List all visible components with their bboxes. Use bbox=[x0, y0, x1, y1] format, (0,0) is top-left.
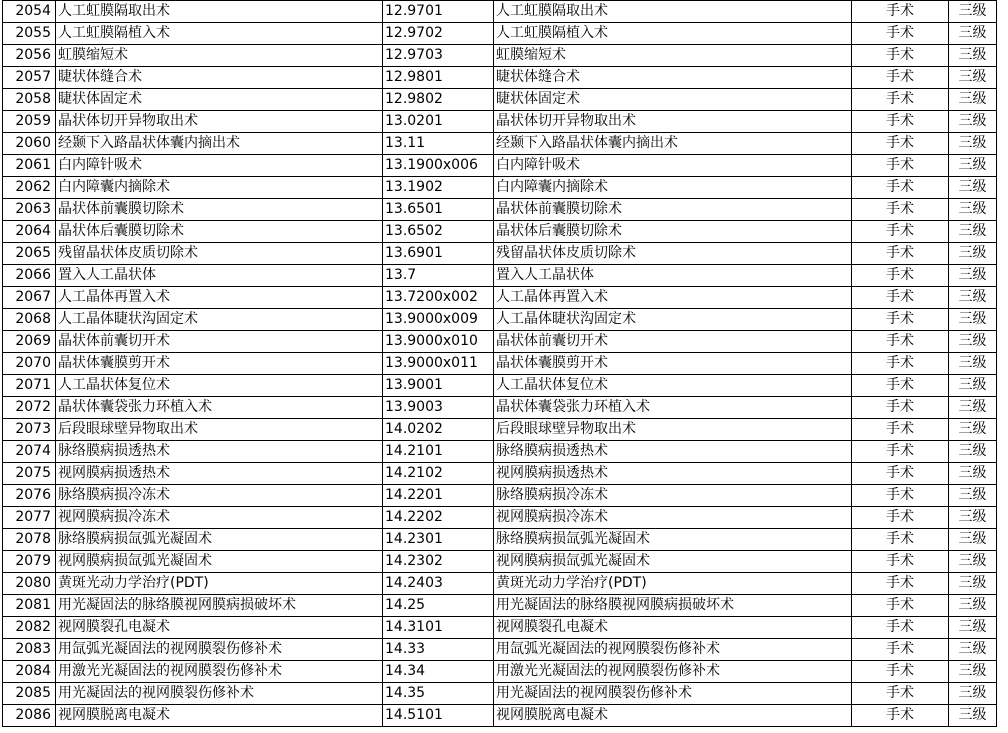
cell-procedure-name-2: 用光凝固法的脉络膜视网膜病损破坏术 bbox=[494, 595, 852, 617]
cell-index: 2077 bbox=[3, 507, 56, 529]
cell-index: 2071 bbox=[3, 375, 56, 397]
table-row bbox=[3, 199, 997, 221]
cell-procedure-name: 白内障囊内摘除术 bbox=[56, 177, 383, 199]
cell-index: 2080 bbox=[3, 573, 56, 595]
cell-procedure-name-2: 白内障囊内摘除术 bbox=[494, 177, 852, 199]
cell-procedure-name-2: 黄斑光动力学治疗(PDT) bbox=[494, 573, 852, 595]
cell-index: 2058 bbox=[3, 89, 56, 111]
cell-procedure-name-2: 晶状体前囊膜切除术 bbox=[494, 199, 852, 221]
cell-level: 三级 bbox=[949, 375, 997, 397]
cell-code: 14.2102 bbox=[383, 463, 494, 485]
cell-index: 2065 bbox=[3, 243, 56, 265]
cell-level: 三级 bbox=[949, 639, 997, 661]
cell-code: 12.9701 bbox=[383, 1, 494, 23]
table-row bbox=[3, 265, 997, 287]
cell-procedure-name-2: 脉络膜病损氙弧光凝固术 bbox=[494, 529, 852, 551]
cell-type: 手术 bbox=[852, 199, 949, 221]
cell-code: 14.3101 bbox=[383, 617, 494, 639]
cell-index: 2059 bbox=[3, 111, 56, 133]
cell-procedure-name: 经颞下入路晶状体囊内摘出术 bbox=[56, 133, 383, 155]
cell-type: 手术 bbox=[852, 133, 949, 155]
cell-index: 2072 bbox=[3, 397, 56, 419]
cell-index: 2085 bbox=[3, 683, 56, 705]
cell-procedure-name-2: 视网膜病损氙弧光凝固术 bbox=[494, 551, 852, 573]
table-row bbox=[3, 639, 997, 661]
cell-procedure-name: 置入人工晶状体 bbox=[56, 265, 383, 287]
cell-index: 2073 bbox=[3, 419, 56, 441]
table-row bbox=[3, 375, 997, 397]
cell-code: 13.6901 bbox=[383, 243, 494, 265]
cell-index: 2057 bbox=[3, 67, 56, 89]
cell-code: 13.9001 bbox=[383, 375, 494, 397]
cell-type: 手术 bbox=[852, 639, 949, 661]
cell-level: 三级 bbox=[949, 353, 997, 375]
cell-level: 三级 bbox=[949, 683, 997, 705]
cell-index: 2067 bbox=[3, 287, 56, 309]
cell-type: 手术 bbox=[852, 111, 949, 133]
cell-procedure-name: 用光凝固法的脉络膜视网膜病损破坏术 bbox=[56, 595, 383, 617]
table-row bbox=[3, 595, 997, 617]
cell-procedure-name-2: 人工晶状体复位术 bbox=[494, 375, 852, 397]
cell-index: 2083 bbox=[3, 639, 56, 661]
cell-level: 三级 bbox=[949, 507, 997, 529]
cell-procedure-name: 人工虹膜隔取出术 bbox=[56, 1, 383, 23]
cell-procedure-name: 用氙弧光凝固法的视网膜裂伤修补术 bbox=[56, 639, 383, 661]
cell-procedure-name: 晶状体后囊膜切除术 bbox=[56, 221, 383, 243]
cell-level: 三级 bbox=[949, 485, 997, 507]
cell-procedure-name-2: 睫状体固定术 bbox=[494, 89, 852, 111]
cell-level: 三级 bbox=[949, 155, 997, 177]
cell-index: 2081 bbox=[3, 595, 56, 617]
table-row bbox=[3, 397, 997, 419]
cell-code: 14.0202 bbox=[383, 419, 494, 441]
table-body bbox=[3, 1, 997, 727]
cell-procedure-name-2: 人工晶体再置入术 bbox=[494, 287, 852, 309]
table-row bbox=[3, 353, 997, 375]
cell-code: 12.9702 bbox=[383, 23, 494, 45]
table-row bbox=[3, 243, 997, 265]
cell-index: 2064 bbox=[3, 221, 56, 243]
cell-procedure-name: 后段眼球壁异物取出术 bbox=[56, 419, 383, 441]
cell-procedure-name-2: 人工虹膜隔植入术 bbox=[494, 23, 852, 45]
cell-type: 手术 bbox=[852, 309, 949, 331]
cell-type: 手术 bbox=[852, 683, 949, 705]
cell-level: 三级 bbox=[949, 705, 997, 727]
cell-type: 手术 bbox=[852, 573, 949, 595]
cell-level: 三级 bbox=[949, 1, 997, 23]
cell-type: 手术 bbox=[852, 23, 949, 45]
cell-code: 13.1902 bbox=[383, 177, 494, 199]
table-row bbox=[3, 507, 997, 529]
cell-procedure-name-2: 用光凝固法的视网膜裂伤修补术 bbox=[494, 683, 852, 705]
cell-procedure-name-2: 人工晶体睫状沟固定术 bbox=[494, 309, 852, 331]
cell-code: 13.9000x009 bbox=[383, 309, 494, 331]
cell-level: 三级 bbox=[949, 133, 997, 155]
cell-code: 14.5101 bbox=[383, 705, 494, 727]
cell-type: 手术 bbox=[852, 177, 949, 199]
cell-procedure-name: 视网膜病损冷冻术 bbox=[56, 507, 383, 529]
cell-index: 2056 bbox=[3, 45, 56, 67]
cell-type: 手术 bbox=[852, 617, 949, 639]
cell-procedure-name: 视网膜脱离电凝术 bbox=[56, 705, 383, 727]
table-row bbox=[3, 89, 997, 111]
cell-procedure-name-2: 晶状体后囊膜切除术 bbox=[494, 221, 852, 243]
cell-type: 手术 bbox=[852, 507, 949, 529]
cell-procedure-name: 白内障针吸术 bbox=[56, 155, 383, 177]
cell-index: 2066 bbox=[3, 265, 56, 287]
cell-code: 13.7200x002 bbox=[383, 287, 494, 309]
cell-level: 三级 bbox=[949, 199, 997, 221]
cell-procedure-name: 视网膜病损透热术 bbox=[56, 463, 383, 485]
cell-procedure-name: 睫状体缝合术 bbox=[56, 67, 383, 89]
table-row bbox=[3, 111, 997, 133]
table-row bbox=[3, 23, 997, 45]
cell-type: 手术 bbox=[852, 331, 949, 353]
cell-index: 2062 bbox=[3, 177, 56, 199]
cell-procedure-name-2: 虹膜缩短术 bbox=[494, 45, 852, 67]
cell-procedure-name: 晶状体前囊膜切除术 bbox=[56, 199, 383, 221]
cell-code: 13.6501 bbox=[383, 199, 494, 221]
cell-type: 手术 bbox=[852, 1, 949, 23]
cell-type: 手术 bbox=[852, 661, 949, 683]
cell-code: 13.1900x006 bbox=[383, 155, 494, 177]
cell-type: 手术 bbox=[852, 353, 949, 375]
cell-index: 2076 bbox=[3, 485, 56, 507]
cell-procedure-name: 黄斑光动力学治疗(PDT) bbox=[56, 573, 383, 595]
cell-procedure-name: 晶状体切开异物取出术 bbox=[56, 111, 383, 133]
cell-type: 手术 bbox=[852, 221, 949, 243]
cell-level: 三级 bbox=[949, 67, 997, 89]
cell-code: 14.2302 bbox=[383, 551, 494, 573]
cell-level: 三级 bbox=[949, 177, 997, 199]
cell-procedure-name: 脉络膜病损透热术 bbox=[56, 441, 383, 463]
cell-procedure-name: 睫状体固定术 bbox=[56, 89, 383, 111]
cell-type: 手术 bbox=[852, 287, 949, 309]
cell-procedure-name-2: 脉络膜病损透热术 bbox=[494, 441, 852, 463]
cell-procedure-name-2: 后段眼球壁异物取出术 bbox=[494, 419, 852, 441]
cell-code: 14.2201 bbox=[383, 485, 494, 507]
cell-code: 13.0201 bbox=[383, 111, 494, 133]
cell-type: 手术 bbox=[852, 155, 949, 177]
cell-procedure-name-2: 视网膜脱离电凝术 bbox=[494, 705, 852, 727]
cell-type: 手术 bbox=[852, 375, 949, 397]
cell-code: 14.35 bbox=[383, 683, 494, 705]
cell-type: 手术 bbox=[852, 529, 949, 551]
cell-level: 三级 bbox=[949, 45, 997, 67]
cell-procedure-name-2: 视网膜病损冷冻术 bbox=[494, 507, 852, 529]
cell-code: 14.2101 bbox=[383, 441, 494, 463]
cell-procedure-name-2: 用激光光凝固法的视网膜裂伤修补术 bbox=[494, 661, 852, 683]
cell-level: 三级 bbox=[949, 89, 997, 111]
cell-procedure-name: 脉络膜病损冷冻术 bbox=[56, 485, 383, 507]
table-row bbox=[3, 309, 997, 331]
cell-level: 三级 bbox=[949, 441, 997, 463]
cell-procedure-name: 晶状体囊袋张力环植入术 bbox=[56, 397, 383, 419]
cell-type: 手术 bbox=[852, 551, 949, 573]
cell-level: 三级 bbox=[949, 265, 997, 287]
cell-code: 13.7 bbox=[383, 265, 494, 287]
cell-procedure-name: 人工晶体再置入术 bbox=[56, 287, 383, 309]
cell-procedure-name-2: 视网膜裂孔电凝术 bbox=[494, 617, 852, 639]
procedure-table bbox=[2, 0, 997, 727]
cell-level: 三级 bbox=[949, 243, 997, 265]
table-row bbox=[3, 287, 997, 309]
cell-level: 三级 bbox=[949, 397, 997, 419]
cell-index: 2054 bbox=[3, 1, 56, 23]
cell-type: 手术 bbox=[852, 419, 949, 441]
table-row bbox=[3, 177, 997, 199]
table-row bbox=[3, 419, 997, 441]
cell-level: 三级 bbox=[949, 551, 997, 573]
table-row bbox=[3, 661, 997, 683]
table-row bbox=[3, 551, 997, 573]
table-row bbox=[3, 617, 997, 639]
cell-level: 三级 bbox=[949, 419, 997, 441]
cell-procedure-name-2: 白内障针吸术 bbox=[494, 155, 852, 177]
cell-index: 2078 bbox=[3, 529, 56, 551]
cell-type: 手术 bbox=[852, 705, 949, 727]
cell-type: 手术 bbox=[852, 485, 949, 507]
cell-procedure-name: 人工虹膜隔植入术 bbox=[56, 23, 383, 45]
cell-index: 2060 bbox=[3, 133, 56, 155]
cell-index: 2082 bbox=[3, 617, 56, 639]
cell-procedure-name: 用激光光凝固法的视网膜裂伤修补术 bbox=[56, 661, 383, 683]
table-row bbox=[3, 573, 997, 595]
cell-type: 手术 bbox=[852, 67, 949, 89]
table-row bbox=[3, 221, 997, 243]
table-row bbox=[3, 529, 997, 551]
cell-level: 三级 bbox=[949, 331, 997, 353]
cell-type: 手术 bbox=[852, 45, 949, 67]
cell-procedure-name-2: 脉络膜病损冷冻术 bbox=[494, 485, 852, 507]
cell-procedure-name-2: 晶状体前囊切开术 bbox=[494, 331, 852, 353]
cell-level: 三级 bbox=[949, 23, 997, 45]
cell-code: 14.2403 bbox=[383, 573, 494, 595]
table-row bbox=[3, 45, 997, 67]
cell-level: 三级 bbox=[949, 573, 997, 595]
cell-index: 2069 bbox=[3, 331, 56, 353]
cell-index: 2086 bbox=[3, 705, 56, 727]
cell-procedure-name-2: 晶状体囊膜剪开术 bbox=[494, 353, 852, 375]
cell-procedure-name-2: 人工虹膜隔取出术 bbox=[494, 1, 852, 23]
cell-code: 13.9000x010 bbox=[383, 331, 494, 353]
cell-procedure-name: 视网膜病损氙弧光凝固术 bbox=[56, 551, 383, 573]
cell-index: 2084 bbox=[3, 661, 56, 683]
cell-code: 13.9000x011 bbox=[383, 353, 494, 375]
cell-procedure-name-2: 置入人工晶状体 bbox=[494, 265, 852, 287]
cell-index: 2068 bbox=[3, 309, 56, 331]
cell-level: 三级 bbox=[949, 595, 997, 617]
cell-code: 12.9703 bbox=[383, 45, 494, 67]
cell-procedure-name: 人工晶状体复位术 bbox=[56, 375, 383, 397]
cell-code: 14.25 bbox=[383, 595, 494, 617]
cell-code: 13.11 bbox=[383, 133, 494, 155]
cell-procedure-name: 用光凝固法的视网膜裂伤修补术 bbox=[56, 683, 383, 705]
cell-procedure-name: 晶状体囊膜剪开术 bbox=[56, 353, 383, 375]
table-row bbox=[3, 683, 997, 705]
cell-procedure-name: 虹膜缩短术 bbox=[56, 45, 383, 67]
cell-index: 2075 bbox=[3, 463, 56, 485]
cell-procedure-name-2: 残留晶状体皮质切除术 bbox=[494, 243, 852, 265]
cell-level: 三级 bbox=[949, 463, 997, 485]
cell-index: 2055 bbox=[3, 23, 56, 45]
cell-code: 13.6502 bbox=[383, 221, 494, 243]
cell-procedure-name-2: 晶状体切开异物取出术 bbox=[494, 111, 852, 133]
cell-index: 2074 bbox=[3, 441, 56, 463]
cell-procedure-name-2: 睫状体缝合术 bbox=[494, 67, 852, 89]
table-row bbox=[3, 331, 997, 353]
table-row bbox=[3, 463, 997, 485]
cell-code: 14.2301 bbox=[383, 529, 494, 551]
cell-type: 手术 bbox=[852, 595, 949, 617]
cell-code: 14.2202 bbox=[383, 507, 494, 529]
cell-procedure-name: 视网膜裂孔电凝术 bbox=[56, 617, 383, 639]
cell-level: 三级 bbox=[949, 617, 997, 639]
cell-procedure-name: 脉络膜病损氙弧光凝固术 bbox=[56, 529, 383, 551]
table-row bbox=[3, 485, 997, 507]
cell-code: 12.9802 bbox=[383, 89, 494, 111]
table-row bbox=[3, 1, 997, 23]
cell-code: 14.33 bbox=[383, 639, 494, 661]
cell-type: 手术 bbox=[852, 397, 949, 419]
table-row bbox=[3, 705, 997, 727]
cell-procedure-name: 晶状体前囊切开术 bbox=[56, 331, 383, 353]
cell-procedure-name-2: 经颞下入路晶状体囊内摘出术 bbox=[494, 133, 852, 155]
cell-procedure-name-2: 视网膜病损透热术 bbox=[494, 463, 852, 485]
cell-procedure-name-2: 晶状体囊袋张力环植入术 bbox=[494, 397, 852, 419]
cell-code: 14.34 bbox=[383, 661, 494, 683]
table-row bbox=[3, 155, 997, 177]
cell-type: 手术 bbox=[852, 463, 949, 485]
cell-procedure-name: 残留晶状体皮质切除术 bbox=[56, 243, 383, 265]
cell-procedure-name: 人工晶体睫状沟固定术 bbox=[56, 309, 383, 331]
cell-code: 13.9003 bbox=[383, 397, 494, 419]
cell-type: 手术 bbox=[852, 441, 949, 463]
cell-level: 三级 bbox=[949, 287, 997, 309]
cell-index: 2063 bbox=[3, 199, 56, 221]
cell-level: 三级 bbox=[949, 661, 997, 683]
cell-level: 三级 bbox=[949, 529, 997, 551]
cell-level: 三级 bbox=[949, 111, 997, 133]
cell-level: 三级 bbox=[949, 309, 997, 331]
table-row bbox=[3, 67, 997, 89]
cell-type: 手术 bbox=[852, 265, 949, 287]
cell-type: 手术 bbox=[852, 89, 949, 111]
cell-procedure-name-2: 用氙弧光凝固法的视网膜裂伤修补术 bbox=[494, 639, 852, 661]
cell-index: 2061 bbox=[3, 155, 56, 177]
cell-type: 手术 bbox=[852, 243, 949, 265]
cell-code: 12.9801 bbox=[383, 67, 494, 89]
cell-level: 三级 bbox=[949, 221, 997, 243]
table-row bbox=[3, 133, 997, 155]
cell-index: 2079 bbox=[3, 551, 56, 573]
cell-index: 2070 bbox=[3, 353, 56, 375]
table-row bbox=[3, 441, 997, 463]
